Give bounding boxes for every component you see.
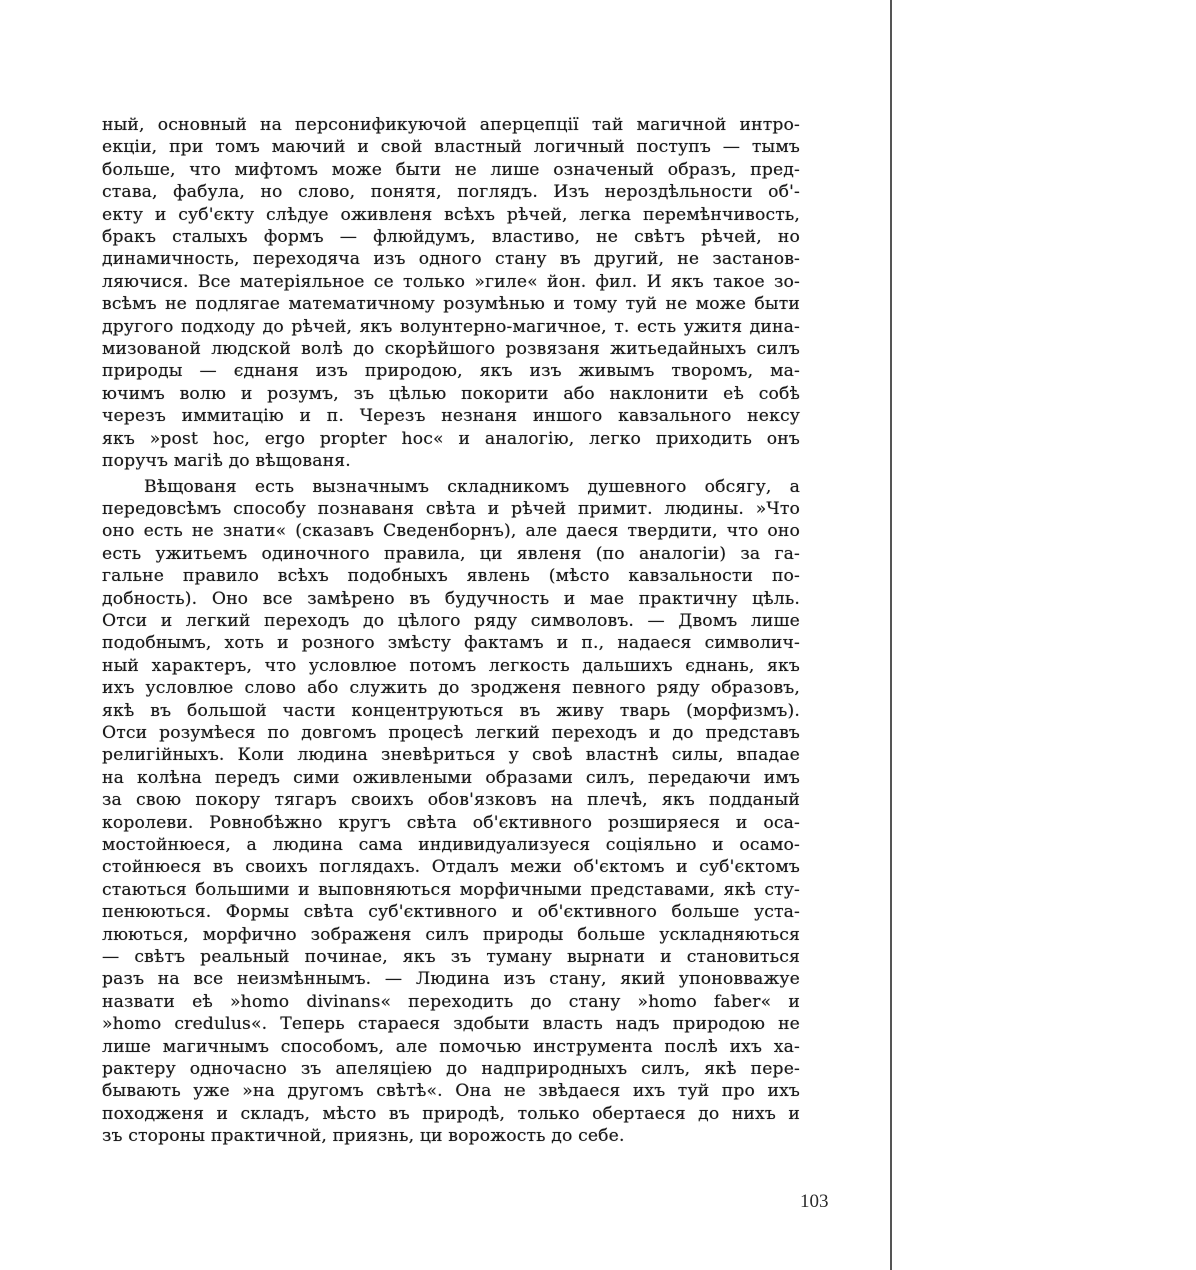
text-line: става, фабула, но слово, понятя, поглядъ. Изъ нероздѣльности об'-	[102, 182, 800, 203]
text-line: стаються большими и выповняються морфичными представами, якѣ сту-	[102, 879, 800, 900]
text-line: мостойнюеся, а людина сама индивидуализуеся соціяльно и осамо-	[102, 835, 800, 855]
text-line: мизованой людской волѣ до скорѣйшого розвязаня житьедайныхъ силъ	[102, 339, 800, 360]
paragraph	[102, 476, 800, 1148]
paragraphs	[102, 114, 800, 1148]
text-line: лише магичнымъ способомъ, але помочью инструмента послѣ ихъ ха-	[102, 1036, 800, 1057]
text-line: — свѣтъ реальный починае, якъ зъ туману вырнати и становиться	[102, 947, 800, 968]
text-line: гальне правило всѣхъ подобныхъ явлень (мѣсто кавзальности по-	[102, 566, 800, 587]
text-line: на колѣна передъ сими оживлеными образами силъ, передаючи имъ	[102, 767, 800, 788]
text-line: всѣмъ не подлягае математичному розумѣнью и тому туй не може быти	[102, 294, 800, 315]
text-line: зъ стороны практичной, приязнь, ци ворожость до себе.	[102, 1126, 625, 1147]
text-line: бракъ сталыхъ формъ — флюйдумъ, властиво, не свѣтъ рѣчей, но	[102, 227, 800, 248]
text-line: поручъ магіѣ до вѣщованя.	[102, 451, 351, 472]
text-line: ный, основный на персонификуючой аперцепції тай магичной интро-	[102, 115, 800, 135]
text-line: екту и суб'єкту слѣдуе оживленя всѣхъ рѣчей, легка перемѣнчивость,	[102, 204, 800, 225]
text-line: ляючися. Все матеріяльное се только »гиле« йон. фил. И якъ такое зо-	[102, 271, 800, 292]
text-line: екціи, при томъ маючий и свой властный логичный поступъ — тымъ	[102, 137, 800, 158]
text-line: стойнюеся въ своихъ поглядахъ. Отдалъ межи об'єктомъ и суб'єктомъ	[102, 857, 800, 878]
text-line: больше, что мифтомъ може быти не лише означеный образъ, пред-	[102, 159, 800, 180]
text-line: за свою покору тягаръ своихъ обов'язковъ на плечѣ, якъ подданый	[102, 790, 800, 811]
text-line: назвати еѣ »homo divinans« переходить до стану »homo faber« и	[102, 991, 800, 1012]
text-line: подобнымъ, хоть и розного змѣсту фактамъ и п., надаеся символич-	[102, 633, 800, 654]
text-line: другого подходу до рѣчей, якъ волунтерно-магичное, т. есть ужитя дина-	[102, 316, 800, 337]
text-line: есть ужитьемъ одиночного правила, ци явленя (по аналогіи) за га-	[102, 543, 800, 564]
text-line: Отси и легкий переходъ до цѣлого ряду символовъ. — Двомъ лише	[102, 610, 800, 631]
paragraph	[102, 114, 800, 473]
text-line: Отси розумѣеся по довгомъ процесѣ легкий переходъ и до представъ	[102, 722, 800, 743]
text-line: ючимъ волю и розумъ, зъ цѣлью покорити або наклонити еѣ собѣ	[102, 383, 800, 404]
text-line: якъ »post hoc, ergo propter hoc« и аналогію, легко приходить онъ	[102, 428, 800, 449]
text-line: ный характеръ, что условлюе потомъ легкость дальшихъ єднань, якъ	[102, 655, 800, 676]
text-line: добность). Оно все замѣрено въ будучность и мае практичну цѣль.	[102, 588, 800, 609]
text-line: природы — єднаня изъ природою, якъ изъ живымъ творомъ, ма-	[102, 361, 800, 382]
text-line: пенюються. Формы свѣта суб'єктивного и об'єктивного больше уста-	[102, 902, 800, 923]
text-line: походженя и складъ, мѣсто въ природѣ, только обертаеся до нихъ и	[102, 1103, 800, 1124]
page-number: 103	[800, 1191, 829, 1212]
text-line: рактеру одночасно зъ апеляціею до надприродныхъ силъ, якѣ пере-	[102, 1059, 800, 1080]
text-line: королеви. Ровнобѣжно кругъ свѣта об'єктивного розширяеся и оса-	[102, 812, 800, 833]
body-text	[102, 114, 800, 1148]
text-line: передовсѣмъ способу познаваня свѣта и рѣчей примит. людины. »Что	[102, 498, 800, 519]
text-line: разъ на все неизмѣннымъ. — Людина изъ стану, який упоновважуе	[102, 969, 800, 990]
text-line: ихъ условлюе слово або служить до зродженя певного ряду образовъ,	[102, 678, 800, 699]
text-line: люються, морфично зображеня силъ природы больше ускладняються	[102, 924, 800, 945]
text-line: религійныхъ. Коли людина зневѣриться у своѣ властнѣ силы, впадае	[102, 745, 800, 766]
text-line: якѣ въ большой части концентруються въ живу тварь (морфизмъ).	[102, 700, 800, 721]
text-line: динамичность, переходяча изъ одного стану въ другий, не застанов-	[102, 249, 800, 270]
text-line: черезъ иммитацію и п. Черезъ незнаня иншого кавзального нексу	[102, 406, 800, 427]
text-line: оно есть не знати« (сказавъ Сведенборнъ), але даеся твердити, что оно	[102, 521, 800, 542]
text-line: бывають уже »на другомъ свѣтѣ«. Она не звѣдаеся ихъ туй про ихъ	[102, 1081, 800, 1102]
text-line: »homo credulus«. Теперь стараеся здобыти власть надъ природою не	[102, 1014, 800, 1035]
text-line: Вѣщованя есть вызначнымъ складникомъ душевного обсягу, а	[144, 476, 800, 497]
